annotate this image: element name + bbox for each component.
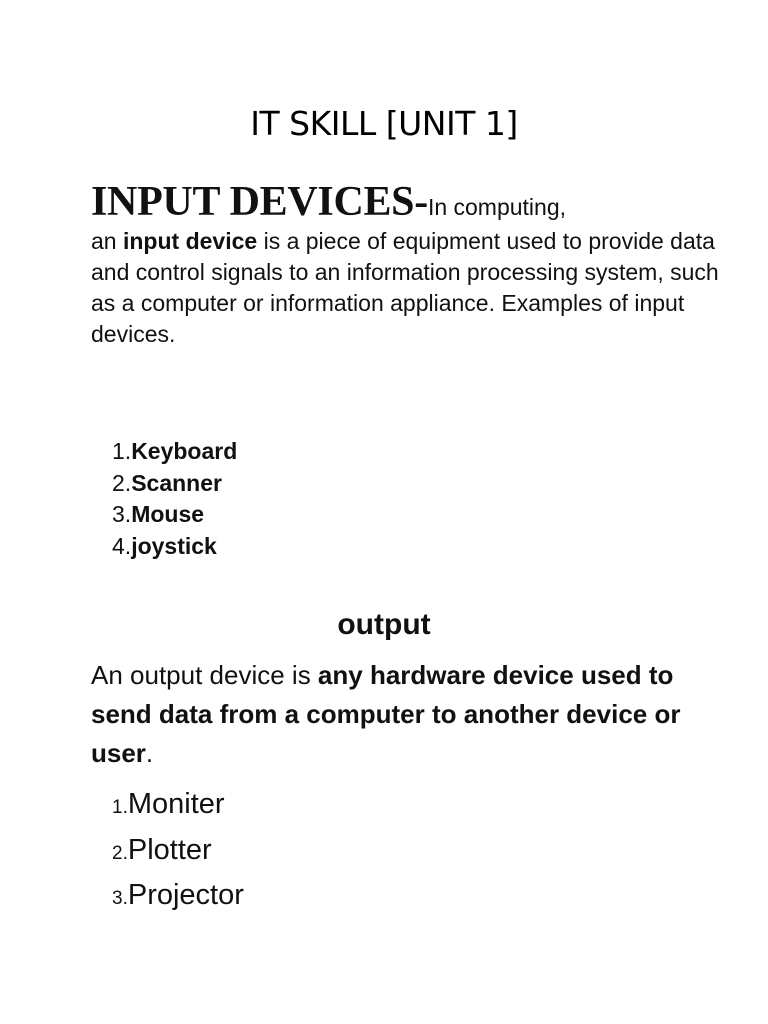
list-number: 2.	[112, 842, 128, 864]
output-para-end: .	[145, 738, 154, 768]
list-number: 1.	[112, 797, 128, 818]
input-para-bold: input device	[122, 228, 258, 254]
input-para-start: an	[91, 228, 123, 254]
input-definition-paragraph	[91, 226, 731, 350]
output-heading: output	[337, 608, 431, 641]
output-para-bold: any hardware device used to send data from a computer to another device or user	[91, 660, 681, 768]
list-number: 1.	[112, 438, 132, 464]
list-label: Moniter	[127, 788, 225, 820]
input-lead-text: In computing,	[427, 194, 567, 220]
list-item	[112, 784, 244, 830]
output-para-start: An output device is	[91, 660, 318, 690]
list-number: 2.	[112, 469, 132, 496]
list-number: 3.	[112, 888, 128, 909]
list-label: Scanner	[131, 469, 222, 496]
input-devices-list	[112, 436, 237, 562]
list-item	[112, 531, 237, 563]
list-item	[112, 436, 237, 468]
list-item	[112, 499, 237, 531]
list-label: joystick	[131, 532, 217, 559]
list-label: Plotter	[127, 833, 212, 866]
list-item	[112, 830, 244, 876]
input-first-line	[91, 178, 731, 224]
list-item	[112, 468, 237, 500]
input-para-rest: is a piece of equipment used to provide data and control signals to an information processing system, such as a computer or information appliance. Examples of input devices.	[91, 228, 719, 347]
input-devices-heading: INPUT DEVICES-	[91, 179, 428, 225]
list-label: Mouse	[131, 501, 205, 527]
list-label: Keyboard	[131, 438, 238, 464]
input-devices-section	[91, 178, 731, 350]
list-item	[112, 875, 244, 921]
list-number: 4.	[112, 532, 132, 559]
output-definition-paragraph	[91, 656, 731, 773]
output-devices-list	[112, 784, 244, 921]
list-label: Projector	[127, 879, 244, 911]
page-title: IT SKILL [UNIT 1]	[250, 104, 518, 143]
list-number: 3.	[112, 501, 132, 527]
